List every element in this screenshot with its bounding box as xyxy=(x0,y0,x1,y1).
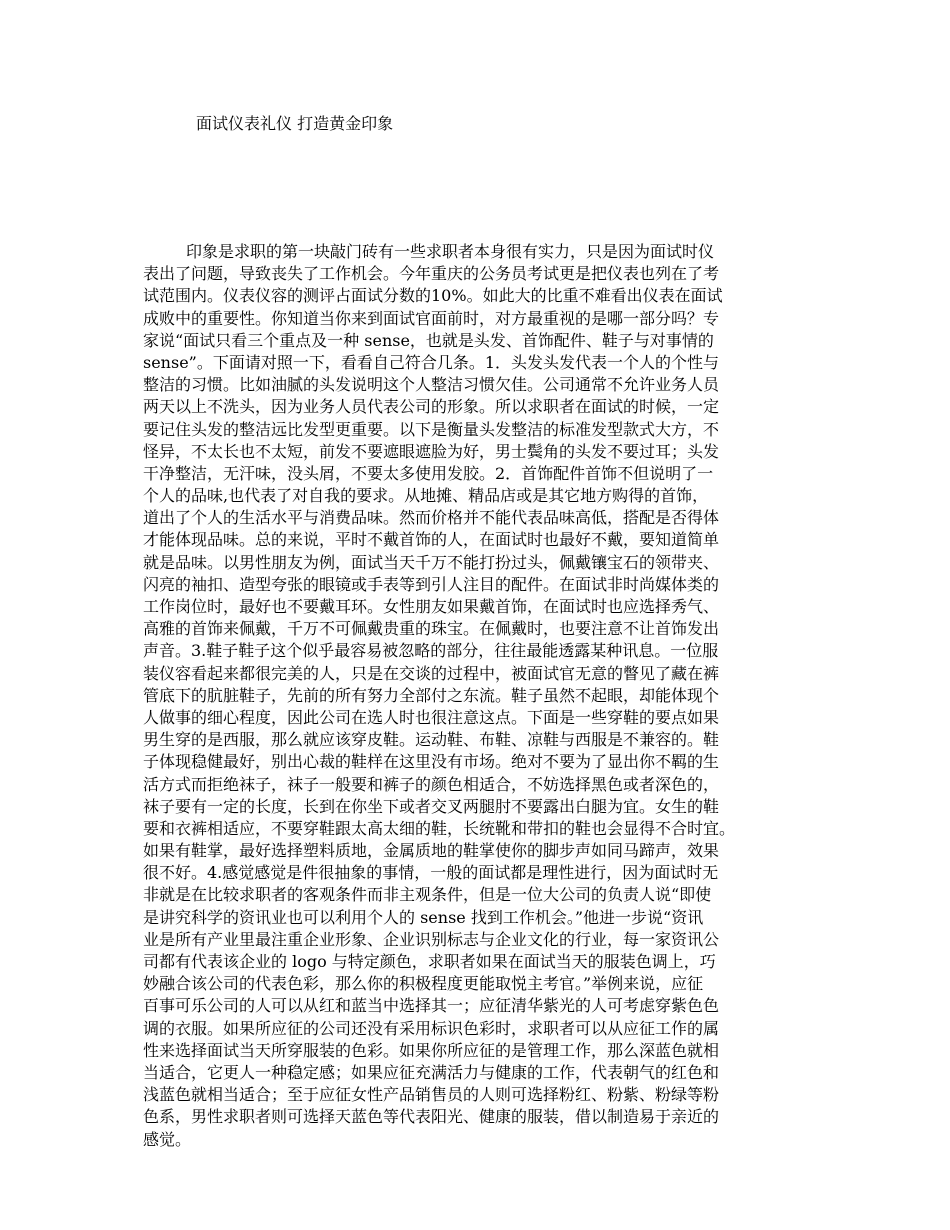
body-line: 闪亮的袖扣、造型夸张的眼镜或手表等到引人注目的配件。在面试非时尚媒体类的 xyxy=(143,574,720,594)
body-line: 性来选择面试当天所穿服装的色彩。如果你所应征的是管理工作，那么深蓝色就相 xyxy=(143,1040,720,1060)
body-line: 很不好。4.感觉感觉是件很抽象的事情，一般的面试都是理性进行，因为面试时无 xyxy=(143,863,719,883)
body-line: 怪异，不太长也不太短，前发不要遮眼遮脸为好，男士鬓角的头发不要过耳；头发 xyxy=(143,441,720,461)
body-line: 子体现稳健最好，别出心裁的鞋样在这里没有市场。绝对不要为了显出你不羁的生 xyxy=(143,752,720,772)
body-line: 试范围内。仪表仪容的测评占面试分数的10%。如此大的比重不难看出仪表在面试 xyxy=(143,286,723,306)
body-line: 道出了个人的生活水平与消费品味。然而价格并不能代表品味高低，搭配是否得体 xyxy=(143,508,720,528)
body-line: 就是品味。以男性朋友为例，面试当天千万不能打扮过头，佩戴镶宝石的领带夹、 xyxy=(143,552,720,572)
body-line: 个人的品味,也代表了对自我的要求。从地摊、精品店或是其它地方购得的首饰， xyxy=(143,486,709,506)
body-line: 要和衣裤相适应，不要穿鞋跟太高太细的鞋，长统靴和带扣的鞋也会显得不合时宜。 xyxy=(143,818,736,838)
body-line: 感觉。 xyxy=(143,1129,192,1149)
body-line: 百事可乐公司的人可以从红和蓝当中选择其一；应征清华紫光的人可考虑穿紫色色 xyxy=(143,996,720,1016)
body-line: 干净整洁，无汗味，没头屑，不要太多使用发胶。2．首饰配件首饰不但说明了一 xyxy=(143,463,714,483)
body-line: 如果有鞋掌，最好选择塑料质地，金属质地的鞋掌使你的脚步声如同马蹄声，效果 xyxy=(143,841,720,861)
body-line: 色系，男性求职者则可选择天蓝色等代表阳光、健康的服装，借以制造易于亲近的 xyxy=(143,1107,720,1127)
document-body xyxy=(143,241,823,1151)
body-line: 袜子要有一定的长度，长到在你坐下或者交叉两腿肘不要露出白腿为宜。女生的鞋 xyxy=(143,796,720,816)
body-line: 装仪容看起来都很完美的人，只是在交谈的过程中，被面试官无意的瞥见了藏在裤 xyxy=(143,663,720,683)
body-line: 浅蓝色就相当适合；至于应征女性产品销售员的人则可选择粉红、粉紫、粉绿等粉 xyxy=(143,1085,720,1105)
body-line: 成败中的重要性。你知道当你来到面试官面前时，对方最重视的是哪一部分吗？专 xyxy=(143,308,720,328)
body-line: 人做事的细心程度，因此公司在选人时也很注意这点。下面是一些穿鞋的要点如果 xyxy=(143,707,720,727)
body-line: 工作岗位时，最好也不要戴耳环。女性朋友如果戴首饰，在面试时也应选择秀气、 xyxy=(143,597,720,616)
body-line: sense”。下面请对照一下，看看自己符合几条。1．头发头发代表一个人的个性与 xyxy=(143,352,720,372)
document-title: 面试仪表礼仪 打造黄金印象 xyxy=(196,114,394,133)
body-line: 声音。3.鞋子鞋子这个似乎最容易被忽略的部分，往往最能透露某种讯息。一位服 xyxy=(143,641,719,661)
body-line: 当适合，它更人一种稳定感；如果应征充满活力与健康的工作，代表朝气的红色和 xyxy=(143,1062,720,1082)
body-line: 司都有代表该企业的 logo 与特定颜色，求职者如果在面试当天的服装色调上，巧 xyxy=(143,952,716,971)
body-line: 整洁的习惯。比如油腻的头发说明这个人整洁习惯欠佳。公司通常不允许业务人员 xyxy=(143,375,720,395)
body-line: 要记住头发的整洁远比发型更重要。以下是衡量头发整洁的标准发型款式大方，不 xyxy=(143,419,720,439)
body-line: 男生穿的是西服，那么就应该穿皮鞋。运动鞋、布鞋、凉鞋与西服是不兼容的。鞋 xyxy=(143,730,720,750)
body-line: 表出了问题，导致丧失了工作机会。今年重庆的公务员考试更是把仪表也列在了考 xyxy=(143,264,720,284)
body-line: 业是所有产业里最注重企业形象、企业识别标志与企业文化的行业，每一家资讯公 xyxy=(143,929,720,949)
body-line: 才能体现品味。总的来说，平时不戴首饰的人，在面试时也最好不戴，要知道简单 xyxy=(143,530,720,550)
body-line: 高雅的首饰来佩戴，千万不可佩戴贵重的珠宝。在佩戴时，也要注意不让首饰发出 xyxy=(143,619,720,639)
body-line: 调的衣服。如果所应征的公司还没有采用标识色彩时，求职者可以从应征工作的属 xyxy=(143,1018,720,1038)
body-line: 管底下的肮脏鞋子，先前的所有努力全部付之东流。鞋子虽然不起眼，却能体现个 xyxy=(143,685,720,705)
body-line: 非就是在比较求职者的客观条件而非主观条件，但是一位大公司的负责人说“即使 xyxy=(143,885,712,905)
body-line: 是讲究科学的资讯业也可以利用个人的 sense 找到工作机会。”他进一步说“资讯 xyxy=(143,907,704,927)
body-line: 家说“面试只看三个重点及一种 sense，也就是头发、首饰配件、鞋子与对事情的 xyxy=(143,330,714,350)
body-line: 印象是求职的第一块敲门砖有一些求职者本身很有实力，只是因为面试时仪 xyxy=(186,242,715,261)
body-line: 活方式而拒绝袜子，袜子一般要和裤子的颜色相适合，不妨选择黑色或者深色的， xyxy=(143,774,720,794)
body-line: 妙融合该公司的代表色彩，那么你的积极程度更能取悦主考官。”举例来说，应征 xyxy=(143,974,704,994)
body-line: 两天以上不洗头，因为业务人员代表公司的形象。所以求职者在面试的时候，一定 xyxy=(143,397,720,417)
